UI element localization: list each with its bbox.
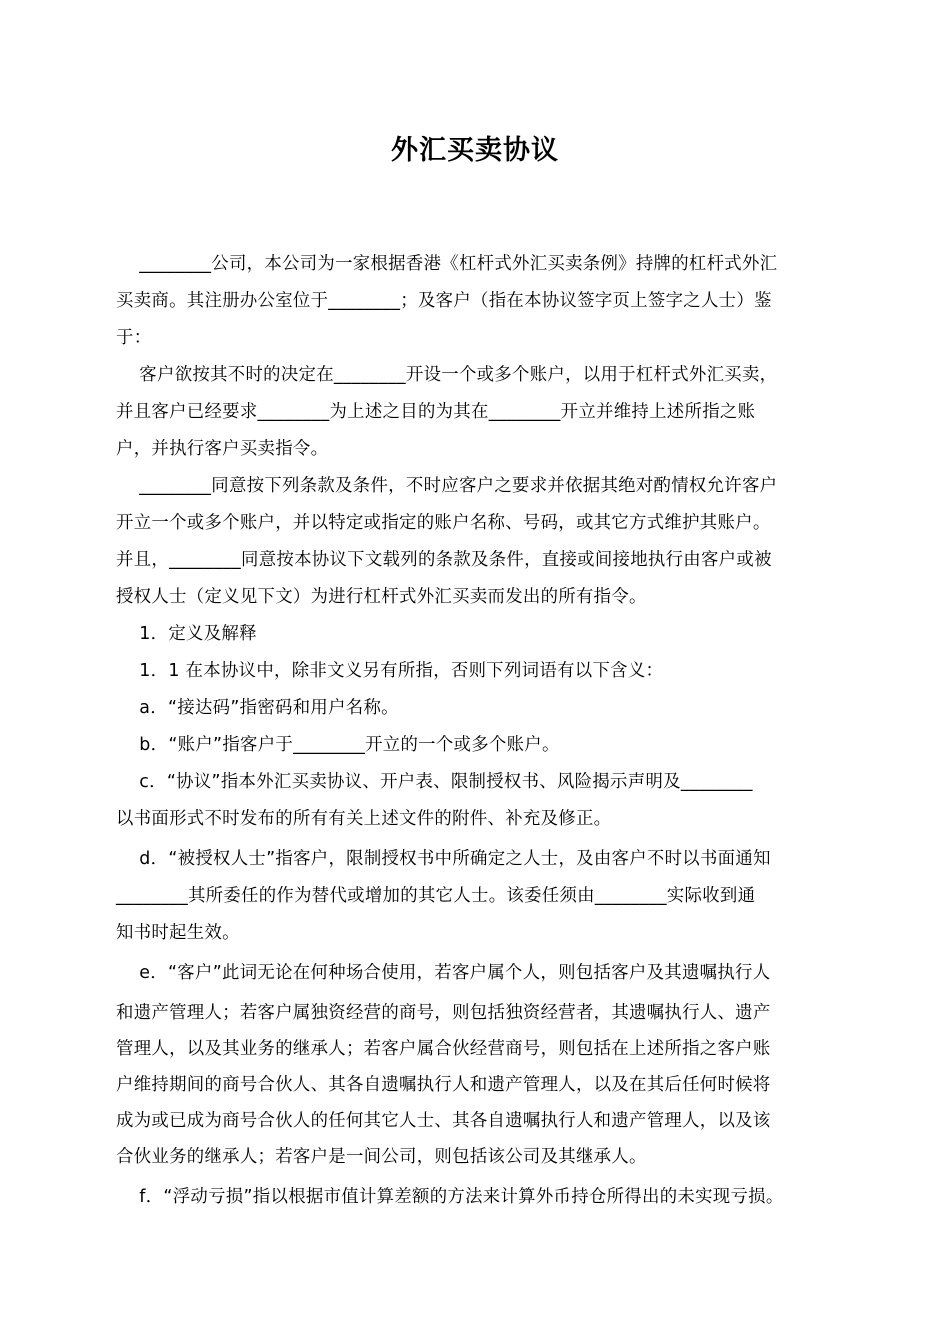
clause-line: 1．1 在本协议中，除非文义另有所指，否则下列词语有以下含义： xyxy=(116,661,664,681)
paragraph-line: 户维持期间的商号合伙人、其各自遗嘱执行人和遗产管理人，以及在其后任何时候将 xyxy=(116,1075,771,1095)
definition-c: c．“协议”指本外汇买卖协议、开户表、限制授权书、风险揭示声明及________ xyxy=(116,772,753,792)
paragraph-line: ________其所委任的作为替代或增加的其它人士。该委任须由________实际收到通 xyxy=(116,886,756,906)
paragraph-line: 合伙业务的继承人；若客户是一间公司，则包括该公司及其继承人。 xyxy=(116,1147,647,1167)
paragraph-line: 户，并执行客户买卖指令。 xyxy=(116,439,329,459)
paragraph-line: 管理人，以及其业务的继承人；若客户属合伙经营商号，则包括在上述所指之客户账 xyxy=(116,1039,771,1059)
paragraph-line: 于： xyxy=(116,328,152,348)
definition-d: d．“被授权人士”指客户，限制授权书中所确定之人士，及由客户不时以书面通知 xyxy=(116,849,771,869)
document-title: 外汇买卖协议 xyxy=(391,135,559,166)
paragraph-line: ________同意按下列条款及条件，不时应客户之要求并依据其绝对酌情权允许客户 xyxy=(116,476,778,496)
definition-b: b．“账户”指客户于________开立的一个或多个账户。 xyxy=(116,735,560,755)
paragraph-line: 成为或已成为商号合伙人的任何其它人士、其各自遗嘱执行人和遗产管理人，以及该 xyxy=(116,1111,771,1131)
paragraph-line: 开立一个或多个账户，并以特定或指定的账户名称、号码，或其它方式维护其账户。 xyxy=(116,513,771,533)
paragraph-line: 知书时起生效。 xyxy=(116,923,240,943)
paragraph-line: 客户欲按其不时的决定在________开设一个或多个账户，以用于杠杆式外汇买卖， xyxy=(116,365,778,385)
paragraph-line: 和遗产管理人；若客户属独资经营的商号，则包括独资经营者，其遗嘱执行人、遗产 xyxy=(116,1003,771,1023)
paragraph-line: 买卖商。其注册办公室位于________；及客户（指在本协议签字页上签字之人士）鉴 xyxy=(116,291,772,311)
section-heading: 1．定义及解释 xyxy=(116,624,257,644)
paragraph-line: 并且客户已经要求________为上述之目的为其在________开立并维持上述所指之账 xyxy=(116,402,756,422)
paragraph-line: 授权人士（定义见下文）为进行杠杆式外汇买卖而发出的所有指令。 xyxy=(116,587,647,607)
definition-a: a．“接达码”指密码和用户名称。 xyxy=(116,698,399,718)
definition-e: e．“客户”此词无论在何种场合使用，若客户属个人，则包括客户及其遗嘱执行人 xyxy=(116,963,771,983)
definition-f: f．“浮动亏损”指以根据市值计算差额的方法来计算外币持仓所得出的未实现亏损。 xyxy=(116,1187,784,1207)
paragraph-line: ________公司，本公司为一家根据香港《杠杆式外汇买卖条例》持牌的杠杆式外汇 xyxy=(116,254,778,274)
paragraph-line: 以书面形式不时发布的所有有关上述文件的附件、补充及修正。 xyxy=(116,809,612,829)
paragraph-line: 并且，________同意按本协议下文载列的条款及条件，直接或间接地执行由客户或被 xyxy=(116,550,772,570)
